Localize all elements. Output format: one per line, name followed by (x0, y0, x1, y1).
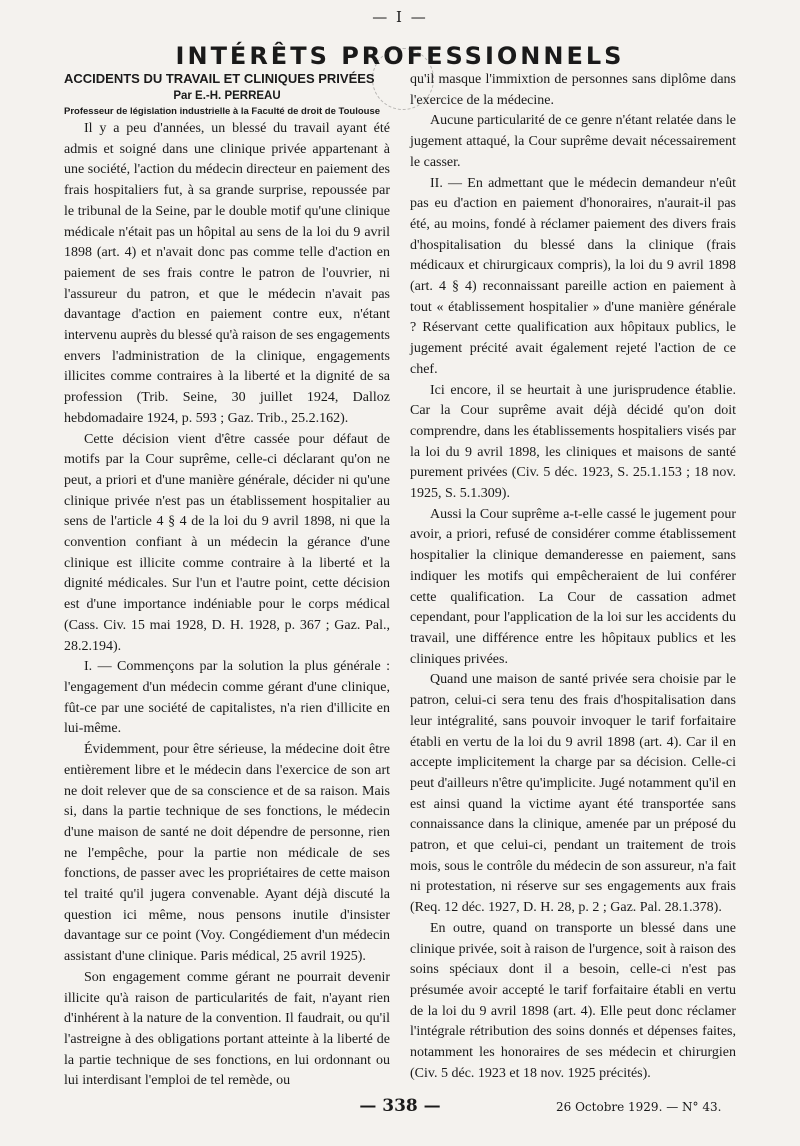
page-mark: — I — (372, 8, 428, 26)
author-affiliation: Professeur de législation industrielle à la Faculté de droit de Toulouse (64, 106, 381, 117)
paragraph: Aussi la Cour suprême a-t-elle cassé le jugement pour avoir, a priori, refusé de considérer comme établissement hospitalier la clinique demanderesse en paiement, sans indiquer les motifs qui empêcheraient de lui conférer cette qualification. La Cour de cassation admet cependant, pour l'application de la loi sur les accidents du travail, une différence entre les hôpitaux publics et les cliniques privées. (410, 506, 736, 667)
article-title: ACCIDENTS DU TRAVAIL ET CLINIQUES PRIVÉES (64, 71, 375, 86)
paragraph: Son engagement comme gérant ne pourrait devenir illicite qu'à raison de particularités de fait, n'ayant rien d'inhérent à la nature de la convention. Il faudrait, ou qu'il l'astreigne à des obligations portant atteinte à la liberté de la partie technique de ses fonctions, en lui ordonnant ou lui interdisant l'emploi de tel remède, ou (64, 969, 390, 1089)
paragraph: II. — En admettant que le médecin demandeur n'eût pas eu d'action en paiement d'honoraires, n'aurait-il pas été, au moins, fondé à réclamer paiement des divers frais d'hospitalisation du blessé dans la clinique (frais médicaux et chirurgicaux compris), la loi du 9 avril 1898 (art. 4 § 4) reconnaissant pareille action en paiement à tout « établissement hospitalier » d'une manière générale ? Réservant cette qualification aux hôpitaux publics, le jugement précité avait également rejeté l'action de ce chef. (410, 175, 736, 377)
paragraph: Évidemment, pour être sérieuse, la médecine doit être entièrement libre et le médecin dans l'exercice de son art ne doit relever que de sa conscience et de sa raison. Mais si, dans la partie technique de ses fonctions, le médecin d'une maison de santé ne doit dépendre de personne, rien ne l'empêche, pour la partie non médicale de ses fonctions, de passer avec les propriétaires de cette maison tel traité qu'il jugera convenable. Ayant déjà discuté la question ici même, nous pensons inutile d'insister davantage sur ce point (Voy. Congédiement d'un médecin assistant d'une clinique. Paris médical, 25 avril 1925). (64, 742, 390, 965)
page-number: — 338 — (359, 1096, 441, 1116)
paragraph: Cette décision vient d'être cassée pour défaut de motifs par la Cour suprême, celle-ci déclarant qu'on ne peut, a priori et d'une manière générale, décider ni qu'une clinique privée n'est pas un établissement hospitalier au sens de l'article 4 § 4 de la loi du 9 avril 1898, ni que la convention confiant à un médecin la gérance d'une clinique est illicite comme contraire à la liberté et la dignité médicales. Sur l'un et l'autre point, cette décision est d'une importance indéniable pour le corps médical (Cass. Civ. 15 mai 1928, D. H. 1928, p. 367 ; Gaz. Pal., 28.2.194). (64, 431, 390, 654)
paragraph: En outre, quand on transporte un blessé dans une clinique privée, soit à raison de l'urgence, soit à raison des soins spéciaux dont il a besoin, celle-ci n'est pas présumée avoir accepté le tarif forfaitaire établi en vertu de la loi du 9 avril 1898 (art. 4). Elle peut donc réclamer l'intégrale rétribution des soins donnés et dépenses faites, notamment les honoraires de ses médecin et chirurgien (Civ. 5 déc. 1923 et 18 nov. 1925 précités). (410, 920, 736, 1081)
paragraph: Ici encore, il se heurtait à une jurisprudence établie. Car la Cour suprême avait déjà décidé qu'on doit comprendre, dans les établissements hospitaliers visés par la loi du 9 avril 1898, les cliniques et maisons de santé purement privées (Civ. 5 déc. 1923, S. 25.1.153 ; 18 nov. 1925, S. 5.1.309). (410, 382, 736, 502)
left-column (64, 70, 390, 1092)
paragraph: I. — Commençons par la solution la plus générale : l'engagement d'un médecin comme gérant d'une clinique, fût-ce par une société de capitalistes, n'a rien d'illicite en lui-même. (64, 659, 390, 737)
paragraph: Il y a peu d'années, un blessé du travail ayant été admis et soigné dans une clinique privée appartenant à une société, l'action du médecin directeur en paiement des frais hospitaliers fut, à sa grande surprise, repoussée par le tribunal de la Seine, par le double motif qu'une clinique médicale n'était pas un hôpital au sens de la loi du 9 avril 1898 (art. 4) et n'avait donc pas comme telle d'action en paiement de ses frais contre le patron de l'ouvrier, ni l'assureur du patron, et que le médecin n'avait pas davantage d'action en paiement contre eux, n'étant intervenu auprès du blessé qu'à raison de ses engagements envers l'administration de la clinique, engagements illicites comme contraires à la liberté et la dignité de sa profession (Trib. Seine, 30 juillet 1924, Dalloz hebdomadaire 1924, p. 593 ; Gaz. Trib., 25.2.162). (64, 121, 390, 426)
paragraph: qu'il masque l'immixtion de personnes sans diplôme dans l'exercice de la médecine. (410, 72, 736, 108)
paragraph: Aucune particularité de ce genre n'étant relatée dans le jugement attaqué, la Cour suprême devait nécessairement le casser. (410, 113, 736, 170)
article-byline: Par E.-H. PERREAU (173, 90, 281, 102)
right-column (410, 70, 736, 1084)
section-title: INTÉRÊTS PROFESSIONNELS (175, 42, 625, 70)
issue-date: 26 Octobre 1929. — N° 43. (556, 1100, 722, 1114)
paragraph: Quand une maison de santé privée sera choisie par le patron, celui-ci sera tenu des frais d'hospitalisation dans leur intégralité, sans pouvoir invoquer le tarif forfaitaire établi en vertu de la loi du 9 avril 1898 (art. 4). Car il en accepte implicitement la charge par sa décision. Celle-ci peut d'ailleurs n'être qu'implicite. Jugé notamment qu'il en est ainsi quand la victime ayant été transportée sans connaissance dans la clinique, amenée par un préposé du patron, et que celui-ci, pendant un traitement de trois mois, sous le contrôle du médecin de son assureur, n'a fait ni protestation, ni réserve sur ses engagements aux frais (Req. 12 déc. 1927, D. H. 28, p. 2 ; Gaz. Pal. 28.1.378). (410, 672, 736, 916)
